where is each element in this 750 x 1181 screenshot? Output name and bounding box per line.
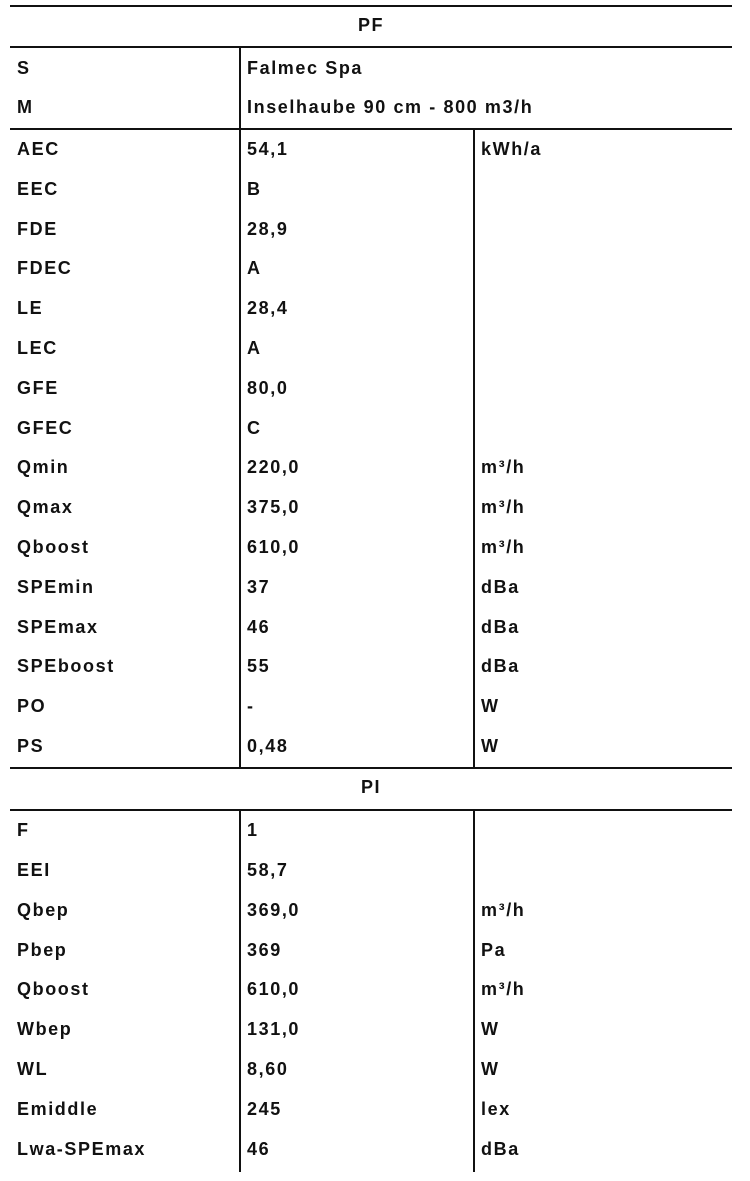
row-unit: W	[481, 696, 500, 717]
row-value: -	[247, 696, 255, 717]
row-unit: Pa	[481, 939, 507, 960]
row-key: Lwa-SPEmax	[17, 1138, 147, 1159]
row-key: PS	[17, 736, 45, 756]
model-key: M	[17, 97, 34, 117]
row-unit: W	[481, 1059, 500, 1080]
row-value: 46	[247, 1138, 271, 1159]
row-unit: dBa	[481, 1138, 520, 1159]
row-key: GFEC	[17, 417, 74, 438]
row-value: 55	[247, 656, 271, 677]
row-key: FDEC	[17, 258, 73, 279]
pi-section-title: PI	[360, 777, 381, 797]
row-value: 1	[247, 820, 259, 840]
row-unit: m³/h	[481, 537, 526, 557]
row-unit: dBa	[481, 576, 520, 597]
row-value: 58,7	[247, 859, 289, 880]
pf-col-divider-2	[473, 128, 475, 767]
row-key: FDE	[17, 218, 58, 239]
row-unit: W	[481, 736, 500, 756]
row-value: A	[247, 338, 262, 358]
row-unit: W	[481, 1019, 500, 1040]
row-key: SPEmax	[17, 616, 99, 637]
row-key: SPEmin	[17, 576, 95, 597]
model-value: Inselhaube 90 cm - 800 m3/h	[247, 97, 534, 117]
supplier-value: Falmec Spa	[247, 58, 364, 78]
row-key: LE	[17, 298, 44, 319]
row-value: 610,0	[247, 537, 301, 557]
row-value: 245	[247, 1098, 282, 1119]
row-value: 54,1	[247, 139, 289, 159]
pi-col-divider-1	[239, 809, 241, 1172]
row-value: C	[247, 417, 262, 438]
row-key: Pbep	[17, 939, 68, 960]
row-key: Qboost	[17, 537, 90, 557]
supplier-key: S	[17, 58, 31, 78]
row-key: LEC	[17, 338, 58, 358]
row-value: 0,48	[247, 736, 289, 756]
row-key: Wbep	[17, 1019, 73, 1040]
row-value: B	[247, 178, 262, 199]
pf-section-title: PF	[357, 15, 384, 35]
row-unit: kWh/a	[481, 139, 543, 159]
row-unit: dBa	[481, 616, 520, 637]
row-key: EEC	[17, 178, 59, 199]
pf-header-rule	[10, 46, 732, 48]
pi-header-rule	[10, 809, 732, 811]
row-key: Emiddle	[17, 1098, 99, 1119]
row-key: WL	[17, 1059, 49, 1080]
row-key: Qboost	[17, 979, 90, 1000]
row-value: 220,0	[247, 457, 301, 478]
row-value: 80,0	[247, 377, 289, 398]
row-value: 375,0	[247, 497, 301, 518]
row-unit: dBa	[481, 656, 520, 677]
row-key: GFE	[17, 377, 59, 398]
row-value: 369,0	[247, 899, 301, 920]
row-key: F	[17, 820, 30, 840]
row-value: 28,4	[247, 298, 289, 319]
row-unit: lex	[481, 1098, 511, 1119]
row-unit: m³/h	[481, 497, 526, 518]
model-rule	[10, 128, 732, 130]
pi-col-divider-2	[473, 809, 475, 1172]
row-value: 131,0	[247, 1019, 301, 1040]
top-rule	[10, 5, 732, 7]
row-value: 369	[247, 939, 282, 960]
row-key: Qmax	[17, 497, 74, 518]
row-key: Qbep	[17, 899, 70, 920]
row-value: 610,0	[247, 979, 301, 1000]
row-value: A	[247, 258, 262, 279]
row-key: Qmin	[17, 457, 70, 478]
row-key: AEC	[17, 139, 60, 159]
row-unit: m³/h	[481, 457, 526, 478]
row-value: 8,60	[247, 1059, 289, 1080]
row-unit: m³/h	[481, 979, 526, 1000]
row-value: 46	[247, 616, 271, 637]
pf-bottom-rule	[10, 767, 732, 769]
row-value: 28,9	[247, 218, 289, 239]
row-key: EEI	[17, 859, 51, 880]
row-key: PO	[17, 696, 47, 717]
pf-col-divider-1	[239, 46, 241, 767]
row-key: SPEboost	[17, 656, 115, 677]
row-value: 37	[247, 576, 271, 597]
row-unit: m³/h	[481, 899, 526, 920]
